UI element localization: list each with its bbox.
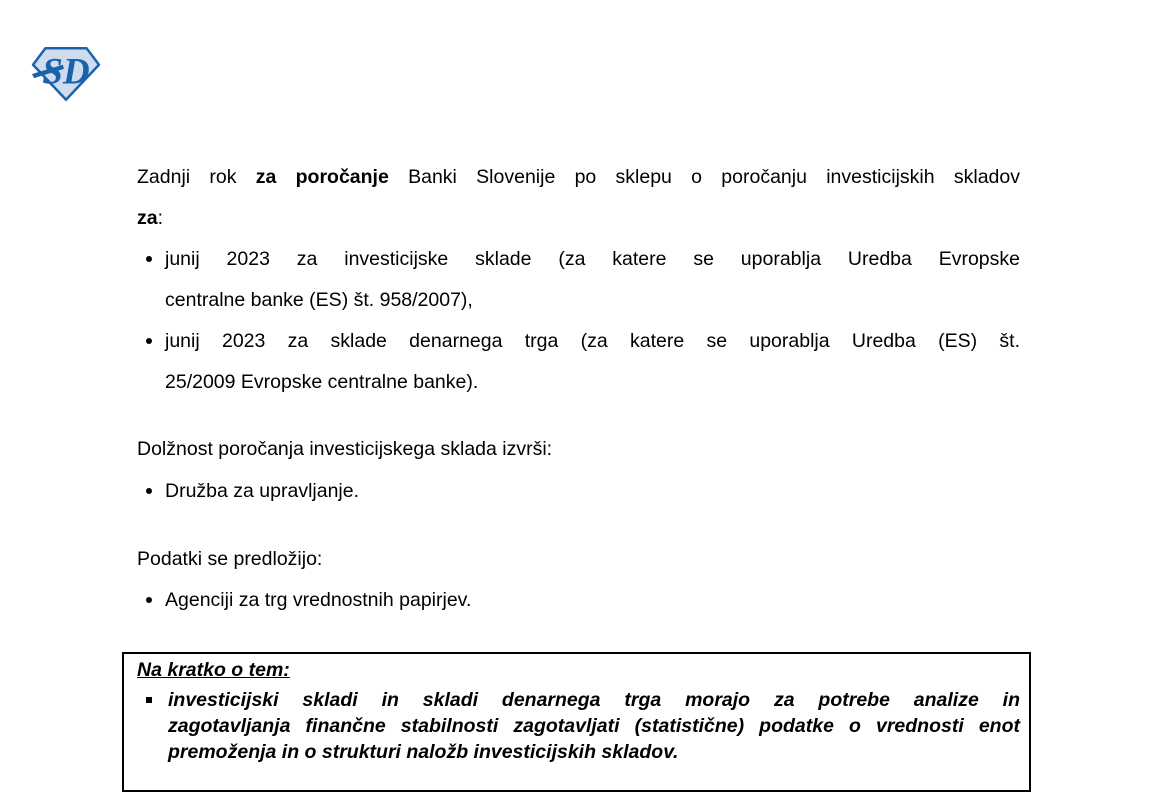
intro-text-2: Banki Slovenije po sklepu o poročanju investicijskih skladov <box>388 166 1020 188</box>
bullet-icon <box>146 338 152 344</box>
intro-text-1: Zadnji rok <box>137 166 256 188</box>
summary-line-clipped: premoženja in o strukturi naložb investicijskih skladov. <box>168 741 679 763</box>
document-body <box>137 157 1020 621</box>
summary-box <box>122 652 1031 792</box>
bullet-line: centralne banke (ES) št. 958/2007), <box>165 289 473 311</box>
intro-line2-colon: : <box>157 207 164 229</box>
intro-line2-bold: za <box>137 207 158 229</box>
sd-diamond-logo-icon <box>32 46 100 102</box>
bullet-icon <box>146 488 152 494</box>
summary-line: zagotavljanja finančne stabilnosti zagotavljati (statistične) podatke o vrednosti enot <box>168 715 1020 737</box>
bullet-icon <box>146 597 152 603</box>
intro-line-2 <box>137 198 1020 239</box>
bullet-icon <box>146 256 152 262</box>
intro-text-bold: za poročanje <box>255 166 389 188</box>
section-heading-dolznost: Dolžnost poročanja investicijskega sklada izvrši: <box>137 438 553 460</box>
bullet-line: Družba za upravljanje. <box>165 480 360 502</box>
summary-box-bullet <box>137 687 1020 765</box>
sd-diamond-logo-svg <box>32 46 100 102</box>
logo-letters: SD <box>42 51 90 93</box>
intro-paragraph <box>137 157 1020 239</box>
list-item-agencija <box>137 580 1020 621</box>
section-heading-podatki: Podatki se predložijo: <box>137 548 323 570</box>
list-item-investicijske-sklade <box>137 239 1020 321</box>
bullet-icon <box>146 697 152 703</box>
bullet-line: junij 2023 za sklade denarnega trga (za katere se uporablja Uredba (ES) št. <box>165 330 1020 352</box>
summary-line: investicijski skladi in skladi denarnega trga morajo za potrebe analize in <box>168 689 1020 711</box>
summary-box-heading: Na kratko o tem: <box>137 659 290 681</box>
list-item-skladi-denarnega-trga <box>137 321 1020 403</box>
bullet-line: Agenciji za trg vrednostnih papirjev. <box>165 589 472 611</box>
bullet-line: junij 2023 za investicijske sklade (za katere se uporablja Uredba Evropske <box>165 248 1020 270</box>
bullet-line: 25/2009 Evropske centralne banke). <box>165 371 479 393</box>
intro-line-1 <box>137 157 1020 198</box>
list-item-druzba <box>137 471 1020 512</box>
